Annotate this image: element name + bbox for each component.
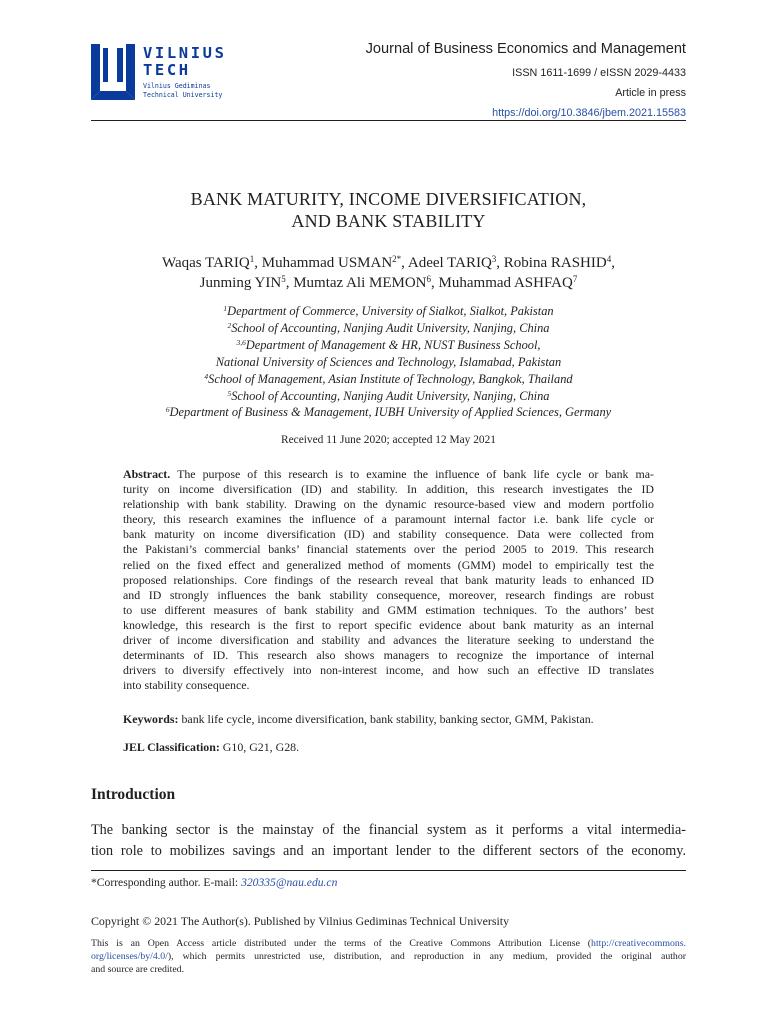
affiliation-mark: 5 (227, 388, 232, 398)
issn: ISSN 1611-1699 / eISSN 2029-4433 (512, 67, 686, 79)
keywords-label: Keywords: (123, 712, 179, 726)
abstract (123, 467, 654, 693)
license-line: and source are credited. (91, 964, 185, 976)
author-name: Muhammad USMAN (261, 255, 393, 271)
license-notice (91, 937, 686, 977)
logo-wordmark (143, 45, 227, 79)
affiliation-text: School of Management, Asian Institute of Technology, Bangkok, Thailand (208, 371, 573, 386)
corresponding-author-note (91, 876, 337, 890)
affiliation-mark: 4 (204, 371, 209, 381)
logo-name-line2: TECH (143, 61, 191, 79)
abstract-line: relied on the fixed effect and generalized method of moments (GMM) model to empirically test the (123, 557, 654, 572)
author-affiliation-mark: 4 (606, 254, 612, 265)
journal-meta (366, 40, 686, 120)
title-line-1: BANK MATURITY, INCOME DIVERSIFICATION, (190, 189, 587, 209)
jel-text: G10, G21, G28. (222, 740, 300, 754)
affiliation-item (91, 354, 686, 371)
logo-subtitle (143, 82, 222, 99)
affiliation-mark: 1 (223, 303, 228, 313)
affiliation-text: Department of Business & Management, IUBH University of Applied Sciences, Germany (169, 405, 612, 420)
author-line-2: Junming YIN$^5$, Mumtaz Ali MEMON$^6$, Muhammad ASHFAQ$^7$ (199, 274, 578, 291)
abstract-line: turity on income diversification (ID) and stability. In addition, this research investigates the ID (123, 482, 654, 497)
title-line-2: AND BANK STABILITY (291, 211, 486, 231)
affiliation-mark: 3,6 (236, 337, 246, 347)
affiliation-item (91, 371, 686, 388)
license-url-link-cont[interactable]: org/licenses/by/4.0/ (91, 951, 168, 963)
affiliation-item (91, 404, 686, 421)
abstract-line: drivers to diversify effectively into non-interest income, and how such an effective ID translates (123, 663, 654, 678)
affiliation-mark: 2 (227, 320, 232, 330)
abstract-label: Abstract. (123, 467, 171, 481)
affiliation-item (91, 320, 686, 337)
author-affiliation-mark: 7 (572, 274, 578, 285)
affiliation-text: National University of Sciences and Technology, Islamabad, Pakistan (215, 354, 562, 369)
author-affiliation-mark: 6 (426, 274, 432, 285)
jel-classification (123, 740, 654, 755)
journal-name: Journal of Business Economics and Management (365, 41, 686, 57)
author-name: Robina RASHID (503, 255, 607, 271)
article-status: Article in press (615, 87, 686, 99)
affiliation-mark: 6 (165, 405, 170, 415)
corresponding-label: *Corresponding author. E-mail: (91, 876, 239, 889)
affiliation-list (91, 303, 686, 421)
abstract-line: relationship with bank stability. Drawing on the dynamic resource-based view and modern portfolio (123, 497, 654, 512)
author-affiliation-mark: 3 (491, 254, 497, 265)
abstract-line-text: The purpose of this research is to examine the influence of bank life cycle or bank ma- (177, 467, 654, 481)
license-line (91, 937, 686, 950)
corresponding-email-link[interactable]: 320335@nau.edu.cn (241, 876, 338, 889)
author-affiliation-mark: 5 (281, 274, 286, 285)
author-name: Junming YIN (199, 275, 282, 291)
affiliation-item (91, 388, 686, 405)
author-list (91, 253, 686, 293)
abstract-line: bank maturity on income diversification (ID) and stability consequence. Data were collected from (123, 527, 654, 542)
footnote-divider (91, 870, 686, 871)
license-line (91, 950, 686, 963)
copyright-notice: Copyright © 2021 The Author(s). Published by Vilnius Gediminas Technical University (91, 914, 510, 928)
logo-subtitle-line2: Technical University (143, 90, 223, 99)
abstract-line: theory, this research examines the influence of a paramount internal factor i.e. bank life cycle or (123, 512, 654, 527)
vilnius-tech-logo (91, 44, 251, 102)
logo-name-line1: VILNIUS (143, 44, 227, 62)
abstract-line (123, 467, 654, 482)
abstract-line: the Pakistani’s commercial banks’ financial statements over the period 2005 to 2019. This research (123, 542, 654, 557)
abstract-line: to use different measures of bank stability and GMM estimation techniques. To the authors’ best (123, 602, 654, 617)
abstract-line: driver of income diversification and stability and advances the literature seeking to understand the (123, 633, 654, 648)
header-divider (91, 120, 686, 121)
logo-subtitle-line1: Vilnius Gediminas (143, 82, 211, 90)
author-name: Adeel TARIQ (407, 255, 492, 271)
affiliation-item (91, 337, 686, 354)
abstract-line: determinants of ID. This research also shows managers to recognize the importance of internal (123, 648, 654, 663)
author-name: Waqas TARIQ (162, 255, 250, 271)
author-name: Muhammad ASHFAQ (438, 275, 573, 291)
affiliation-text: School of Accounting, Nanjing Audit University, Nanjing, China (231, 320, 550, 335)
article-title (91, 188, 686, 232)
abstract-line: into stability consequence. (123, 678, 250, 693)
affiliation-text: School of Accounting, Nanjing Audit University, Nanjing, China (231, 388, 550, 403)
license-text: This is an Open Access article distributed under the terms of the Creative Commons Attribution License ( (91, 938, 592, 949)
intro-line: The banking sector is the mainstay of the financial system as it performs a vital intermedia- (91, 822, 686, 838)
section-heading-introduction: Introduction (91, 786, 176, 803)
university-logo-icon (91, 44, 135, 102)
received-dates: Received 11 June 2020; accepted 12 May 2021 (281, 434, 496, 446)
keywords-text: bank life cycle, income diversification, bank stability, banking sector, GMM, Pakistan. (181, 712, 594, 726)
affiliation-text: Department of Commerce, University of Sialkot, Sialkot, Pakistan (227, 304, 554, 318)
jel-label: JEL Classification: (123, 740, 220, 754)
abstract-line: proposed relationships. Core findings of the research reveal that bank maturity leads to enhanced ID (123, 572, 654, 587)
author-affiliation-mark: 1 (249, 254, 255, 265)
license-text: ), which permits unrestricted use, distribution, and reproduction in any medium, provided the original author (167, 951, 686, 963)
author-line-1: Waqas TARIQ$^1$, Muhammad $USMAN^{2*}$, Adeel TARIQ$^3$, Robina RASHID$^4$, (162, 254, 615, 271)
author-affiliation-mark: 2* (392, 254, 402, 265)
abstract-line: and ID strongly influences the bank stability consequence, moreover, research findings are robust (123, 587, 654, 602)
author-name: Mumtaz Ali MEMON (293, 275, 427, 291)
doi-link[interactable]: https://doi.org/10.3846/jbem.2021.15583 (492, 107, 686, 119)
license-url-link[interactable]: http://creativecommons. (591, 938, 686, 949)
introduction-paragraph (91, 820, 686, 862)
intro-line: tion role to mobilizes savings and an important lender to the different sectors of the economy. (91, 843, 686, 859)
abstract-line: knowledge, this research is the first to report specific evidence about bank maturity as an internal (123, 617, 654, 632)
affiliation-item (91, 303, 686, 320)
keywords (123, 712, 663, 727)
affiliation-text: Department of Management & HR, NUST Business School, (245, 337, 541, 352)
